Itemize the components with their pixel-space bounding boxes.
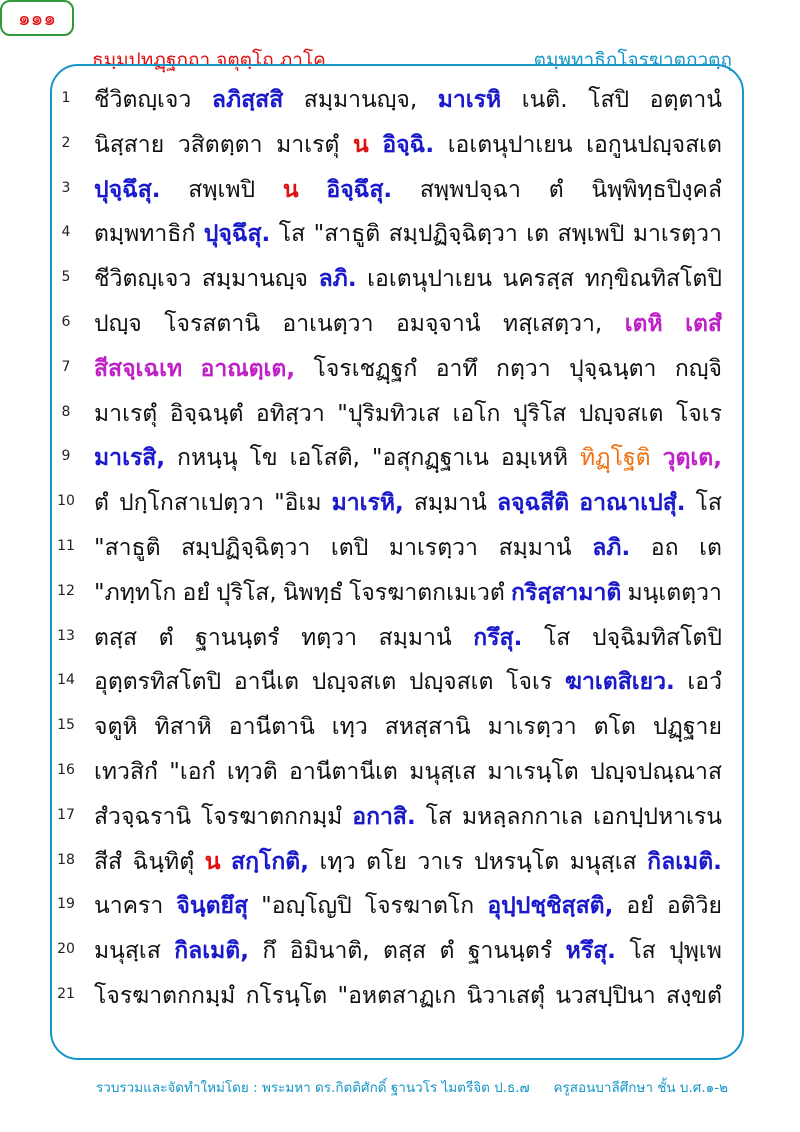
word: สํวจฺฉรานิ bbox=[94, 803, 192, 830]
line-text bbox=[94, 212, 722, 256]
word: กรึสุ. bbox=[473, 624, 523, 651]
word: ปจฺฉิมทิสโตปิ bbox=[591, 624, 722, 651]
word: ทตฺวา bbox=[301, 624, 358, 651]
word: ตํ bbox=[439, 938, 455, 965]
word: นิวาเสตุํ bbox=[466, 983, 545, 1009]
word: อาเนตฺวา bbox=[282, 311, 374, 337]
text-line bbox=[50, 168, 740, 212]
word: นิพฺพิทฺธปิงฺคลํ bbox=[591, 176, 722, 203]
word: สมฺปฏิจฺฉิตฺวา bbox=[388, 221, 518, 248]
word: ฐานนฺตรํ bbox=[195, 624, 280, 651]
word: เต bbox=[699, 535, 722, 561]
word: โจรฆาตกเมเวตํ bbox=[349, 579, 505, 606]
line-text bbox=[94, 168, 722, 212]
word: สงฺขตํ bbox=[666, 983, 722, 1009]
word: นครสฺส bbox=[502, 266, 575, 293]
word: ลจฺฉสีติ bbox=[496, 490, 570, 517]
text-line bbox=[50, 212, 740, 256]
word: โจรฆาตโก bbox=[364, 893, 475, 920]
word: เตปิ bbox=[330, 535, 369, 561]
word: เอโสติ, bbox=[289, 445, 360, 472]
word: มนุสฺเส bbox=[569, 848, 637, 875]
word: มนุสฺเส bbox=[94, 938, 161, 965]
line-number: 16 bbox=[57, 762, 75, 778]
word: มหลฺลกกาเล bbox=[461, 803, 584, 830]
word: "สาธูติ bbox=[313, 221, 381, 248]
line-number: 17 bbox=[57, 806, 75, 823]
line-number: 3 bbox=[61, 179, 71, 196]
word: อตฺตานํ bbox=[649, 87, 722, 113]
word: ปญฺจสเต bbox=[578, 400, 664, 427]
word: ตํ bbox=[94, 490, 109, 517]
word: ตสฺส bbox=[94, 624, 138, 651]
word: ตสฺส bbox=[383, 938, 427, 965]
word: สพฺเพปิ bbox=[557, 221, 625, 248]
word: อาณาเปสุํ. bbox=[579, 490, 686, 517]
word: เตสํ bbox=[685, 311, 722, 337]
line-text bbox=[94, 884, 722, 928]
word: ปหรนฺโต bbox=[474, 848, 560, 875]
word: เอกูนปญฺจสเต bbox=[586, 131, 722, 158]
word: อทิสฺวา bbox=[255, 400, 325, 427]
word: เทฺว bbox=[319, 848, 356, 875]
word: อยํ bbox=[626, 893, 654, 920]
word: เอเตนุปาเยน bbox=[447, 131, 573, 158]
word: ปญฺจสเต bbox=[408, 669, 494, 696]
word: กิลเมติ, bbox=[174, 938, 249, 965]
word: อานีเต bbox=[233, 669, 300, 696]
text-line bbox=[50, 974, 740, 1018]
word: ปุจฺฉนฺตา bbox=[569, 355, 657, 382]
line-text bbox=[94, 750, 722, 794]
header-right-title: ตมฺพทาธิกโจรฆาตกวตฺถุ bbox=[533, 49, 732, 71]
line-number: 19 bbox=[57, 896, 75, 913]
word: สีสํ bbox=[94, 848, 123, 875]
word: มาเรตฺวา bbox=[487, 714, 577, 741]
word: สหสฺสานิ bbox=[384, 714, 471, 741]
footer-compiler: รวบรวมและจัดทำใหม่โดย : พระมหา ดร.กิตติศักดิ์ ฐานวโร ไมตรีจิต ป.ธ.๗ bbox=[96, 1080, 530, 1096]
word: มนฺเตตฺวา bbox=[627, 579, 722, 606]
word: โส bbox=[543, 624, 571, 651]
footer-course: ครูสอนบาลีศึกษา ชั้น บ.ศ.๑-๒ bbox=[553, 1080, 728, 1096]
header-left-title: ธมฺมปทฏฺฐกถา จตุตฺโถ ภาโค bbox=[92, 49, 326, 71]
line-number: 11 bbox=[57, 538, 75, 554]
line-text bbox=[94, 392, 722, 436]
line-text bbox=[94, 571, 722, 615]
line-number: 21 bbox=[57, 986, 75, 1002]
text-line bbox=[50, 347, 740, 391]
word: มาเรตุํ bbox=[94, 400, 158, 427]
word: วสิตตฺตา bbox=[177, 131, 263, 158]
word: "อญฺโญปิ bbox=[261, 893, 352, 920]
word: ปฏฺฐาย bbox=[652, 714, 722, 741]
line-number: 5 bbox=[61, 269, 71, 286]
text-line bbox=[50, 884, 740, 928]
word: ปุจฺฉึสุ. bbox=[94, 176, 161, 203]
text-line bbox=[50, 705, 740, 749]
word: กึ bbox=[262, 938, 277, 965]
text-line bbox=[50, 526, 740, 570]
line-number: 12 bbox=[57, 582, 75, 599]
word: โจเร bbox=[506, 669, 553, 696]
word: ลภิสฺสสิ bbox=[211, 87, 284, 113]
word: ปกฺโกสาเปตฺวา bbox=[119, 490, 265, 517]
word: โจรเชฏฺฐกํ bbox=[313, 355, 418, 382]
word: โส bbox=[629, 938, 656, 965]
word: ทกฺขิณทิสโตปิ bbox=[584, 266, 722, 293]
text-line bbox=[50, 660, 740, 704]
word: เนติ. bbox=[521, 87, 568, 113]
word: สีสจฺเฉเท bbox=[94, 355, 183, 382]
word: อาทึ bbox=[435, 355, 478, 382]
word: กโรนฺโต bbox=[245, 983, 328, 1009]
text-line bbox=[50, 571, 740, 615]
word: สมฺมานญฺจ bbox=[201, 266, 308, 293]
word: เทฺวติ bbox=[226, 759, 278, 785]
word: "ภทฺทโก bbox=[94, 579, 177, 606]
line-number: 1 bbox=[61, 90, 71, 106]
line-text bbox=[94, 660, 722, 704]
word: ปญฺจปณฺณาส bbox=[590, 759, 722, 785]
line-number: 8 bbox=[61, 403, 71, 420]
word: น bbox=[282, 176, 299, 203]
word: เทวสิกํ bbox=[94, 759, 158, 785]
word: อานีตานิ bbox=[228, 714, 315, 741]
line-number: 7 bbox=[61, 358, 71, 375]
line-text bbox=[94, 257, 722, 301]
word: มาเรตฺวา bbox=[388, 535, 478, 561]
word: อมฺเหหิ bbox=[500, 445, 569, 472]
word: นิสฺสาย bbox=[94, 131, 165, 158]
line-text bbox=[94, 795, 722, 839]
line-text bbox=[94, 347, 722, 391]
word: อิจฺฉนฺตํ bbox=[169, 400, 244, 427]
word: โส bbox=[695, 490, 722, 517]
line-number: 15 bbox=[57, 717, 75, 734]
word: อิจฺฉิ. bbox=[382, 131, 435, 158]
word: "อิเม bbox=[274, 490, 322, 517]
word: ชีวิตญฺเจว bbox=[94, 266, 192, 293]
word: สพฺพปจฺฉา bbox=[419, 176, 521, 203]
word: "สาธูติ bbox=[94, 535, 161, 561]
word: ทิฏฺโฐติ bbox=[580, 445, 651, 472]
word: ตํ bbox=[158, 624, 174, 651]
word: อุตฺตรทิสโตปิ bbox=[94, 669, 222, 696]
word: มนุสฺเส bbox=[409, 759, 477, 785]
text-line bbox=[50, 929, 740, 973]
word: โส bbox=[425, 803, 453, 830]
line-number: 9 bbox=[61, 448, 71, 465]
word: เทฺว bbox=[331, 714, 368, 741]
text-line bbox=[50, 78, 740, 122]
word: โจรสตานิ bbox=[164, 311, 260, 337]
word: สมฺมานญฺจ, bbox=[303, 87, 418, 113]
word: ปุริโส bbox=[513, 400, 567, 427]
line-text bbox=[94, 616, 722, 660]
word: ลภิ. bbox=[318, 266, 357, 293]
word: จินฺตยึสุ bbox=[176, 893, 249, 920]
text-line bbox=[50, 616, 740, 660]
line-text bbox=[94, 929, 722, 973]
word: สมฺมานํ bbox=[378, 624, 452, 651]
word: อกาสิ. bbox=[352, 803, 416, 830]
word: ปุจฺฉึสุ. bbox=[203, 221, 271, 248]
line-text bbox=[94, 840, 722, 884]
word: ตํ bbox=[548, 176, 564, 203]
word: กตฺวา bbox=[496, 355, 551, 382]
text-line bbox=[50, 750, 740, 794]
line-number: 14 bbox=[57, 672, 75, 689]
word: อิจฺฉึสุ. bbox=[326, 176, 393, 203]
word: ชีวิตญฺเจว bbox=[94, 87, 192, 113]
word: น bbox=[353, 131, 369, 158]
text-line bbox=[50, 257, 740, 301]
word: วาเร bbox=[417, 848, 464, 875]
word: ทิสาหิ bbox=[154, 714, 212, 741]
word: โสปิ bbox=[588, 87, 630, 113]
line-number: 18 bbox=[57, 851, 75, 868]
line-text bbox=[94, 123, 722, 167]
word: ปญฺจสเต bbox=[311, 669, 397, 696]
word: เอเตนุปาเยน bbox=[367, 266, 492, 293]
word: สมฺมานํ bbox=[413, 490, 487, 517]
word: ปุพฺเพ bbox=[669, 938, 722, 965]
line-text bbox=[94, 436, 722, 480]
word: เต bbox=[526, 221, 550, 248]
word: กหนฺนุ bbox=[177, 445, 238, 472]
word: กญฺจิ bbox=[674, 355, 722, 382]
word: มาเรสิ, bbox=[94, 445, 166, 472]
line-text bbox=[94, 78, 722, 122]
word: โส bbox=[278, 221, 306, 248]
word: ตโต bbox=[593, 714, 636, 741]
word: "อสุกฏฺฐาเน bbox=[371, 445, 489, 472]
line-number: 2 bbox=[61, 134, 71, 151]
word: น bbox=[204, 848, 221, 875]
line-text bbox=[94, 526, 722, 570]
line-number: 20 bbox=[57, 941, 75, 958]
word: ฆาเตสิเยว. bbox=[564, 669, 675, 696]
word: ฐานนฺตรํ bbox=[467, 938, 553, 965]
word: โจเร bbox=[675, 400, 722, 427]
word: หรึสุ. bbox=[565, 938, 616, 965]
word: ทสฺเสตฺวา, bbox=[503, 311, 603, 337]
line-text bbox=[94, 974, 722, 1018]
word: ปุริโส, bbox=[215, 579, 277, 606]
word: ปญฺจ bbox=[94, 311, 142, 337]
text-line bbox=[50, 840, 740, 884]
word: มาเรนฺโต bbox=[487, 759, 579, 785]
word: เอกปฺปหาเรน bbox=[593, 803, 722, 830]
word: นิพทฺธํ bbox=[282, 579, 343, 606]
word: โข bbox=[249, 445, 278, 472]
page-number-box: ๑๑๑ bbox=[0, 0, 74, 36]
word: "เอกํ bbox=[169, 759, 216, 785]
word: ลภิ. bbox=[592, 535, 631, 561]
word: จตูหิ bbox=[94, 714, 138, 741]
word: "อหตสาฏเก bbox=[337, 983, 457, 1009]
word: ฉินฺทิตุํ bbox=[132, 848, 195, 875]
word: กิลเมติ. bbox=[647, 848, 722, 875]
word: มาเรหิ, bbox=[331, 490, 404, 517]
word: สพฺเพปิ bbox=[188, 176, 256, 203]
word: มาเรหิ bbox=[437, 87, 502, 113]
line-text bbox=[94, 302, 722, 346]
text-line bbox=[50, 123, 740, 167]
line-number: 10 bbox=[57, 493, 75, 510]
text-line bbox=[50, 481, 740, 525]
text-line bbox=[50, 392, 740, 436]
word: อมจฺจานํ bbox=[395, 311, 481, 337]
line-number: 6 bbox=[61, 314, 71, 330]
word: อยํ bbox=[182, 579, 210, 606]
word: "ปุริมทิวเส bbox=[337, 400, 440, 427]
word: มาเรตฺวา bbox=[632, 221, 722, 248]
word: เตหิ bbox=[624, 311, 663, 337]
word: มาเรตุํ bbox=[276, 131, 340, 158]
word: ตโย bbox=[366, 848, 407, 875]
word: เอวํ bbox=[687, 669, 722, 696]
word: อาณตฺเต, bbox=[200, 355, 296, 382]
word: วุตฺเต, bbox=[662, 445, 722, 472]
line-text bbox=[94, 705, 722, 749]
line-number: 4 bbox=[61, 224, 71, 241]
word: กริสฺสามาติ bbox=[511, 579, 622, 606]
word: นาครา bbox=[94, 893, 164, 920]
word: นวสปฺปินา bbox=[555, 983, 656, 1009]
word: โจรฆาตกกมฺมํ bbox=[201, 803, 343, 830]
word: อิมินาติ, bbox=[289, 938, 370, 965]
line-number: 13 bbox=[57, 627, 75, 644]
word: อานีตานีเต bbox=[289, 759, 398, 785]
text-line bbox=[50, 795, 740, 839]
word: สกฺโกติ, bbox=[231, 848, 309, 875]
word: อติวิย bbox=[666, 893, 722, 920]
word: โจรฆาตกกมฺมํ bbox=[94, 983, 236, 1009]
word: สมฺปฏิจฺฉิตฺวา bbox=[181, 535, 311, 561]
text-line bbox=[50, 302, 740, 346]
word: อุปฺปชฺชิสฺสติ, bbox=[487, 893, 614, 920]
word: เอโก bbox=[452, 400, 501, 427]
word: ตมฺพทาธิกํ bbox=[94, 221, 196, 248]
word: สมฺมานํ bbox=[498, 535, 572, 561]
text-line bbox=[50, 436, 740, 480]
word: อถ bbox=[650, 535, 679, 561]
line-text bbox=[94, 481, 722, 525]
